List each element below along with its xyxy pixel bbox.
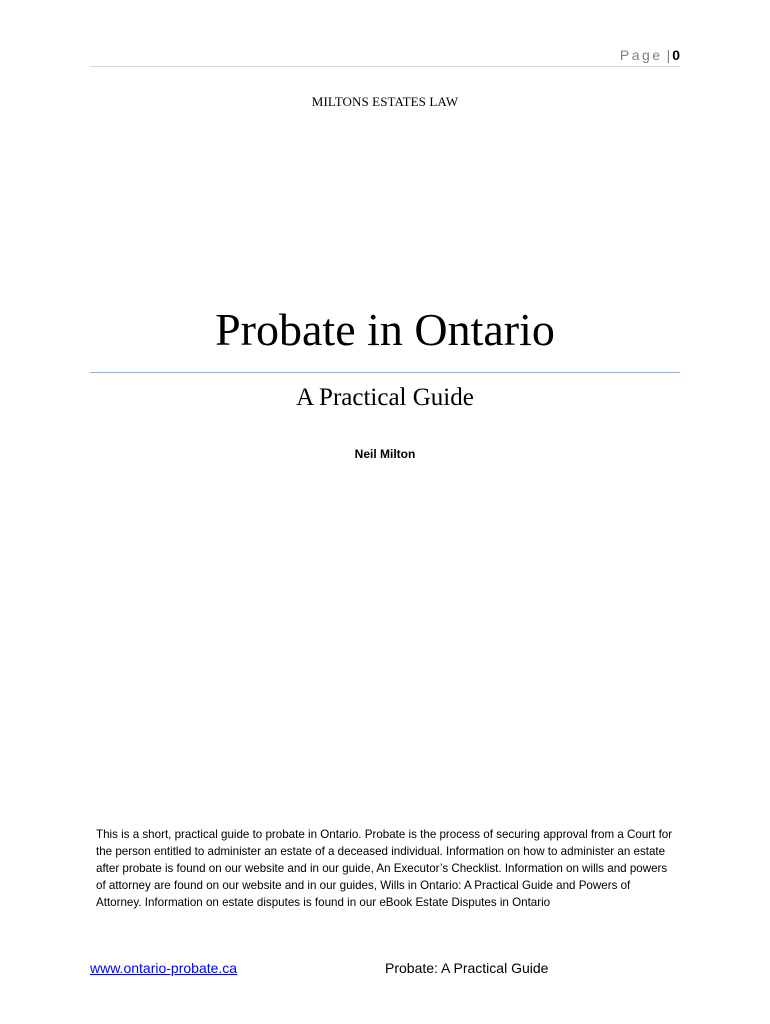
header-divider — [90, 66, 680, 67]
firm-name: MILTONS ESTATES LAW — [311, 94, 459, 109]
document-subtitle: A Practical Guide — [296, 384, 474, 411]
page-header — [620, 47, 680, 63]
document-title: Probate in Ontario — [215, 304, 555, 355]
abstract-paragraph: This is a short, practical guide to probate in Ontario. Probate is the process of securing approval from a Court for the person entitled to administer an estate of a deceased individual. Information on how to administer an estate after probate is found on our website and in our guide, An Executor’s Checklist. Information on wills and powers of attorney are found on our website and in our guides, Wills in Ontario: A Practical Guide and Powers of Attorney. Information on estate disputes is found in our eBook Estate Disputes in Ontario — [96, 828, 673, 909]
website-link[interactable]: www.ontario-probate.ca — [90, 960, 238, 976]
page-number: 0 — [672, 47, 680, 63]
footer-title: Probate: A Practical Guide — [385, 960, 549, 976]
author-name: Neil Milton — [354, 447, 416, 461]
page-label: Page — [619, 47, 663, 63]
title-divider — [90, 372, 680, 373]
page-separator: | — [666, 47, 671, 63]
